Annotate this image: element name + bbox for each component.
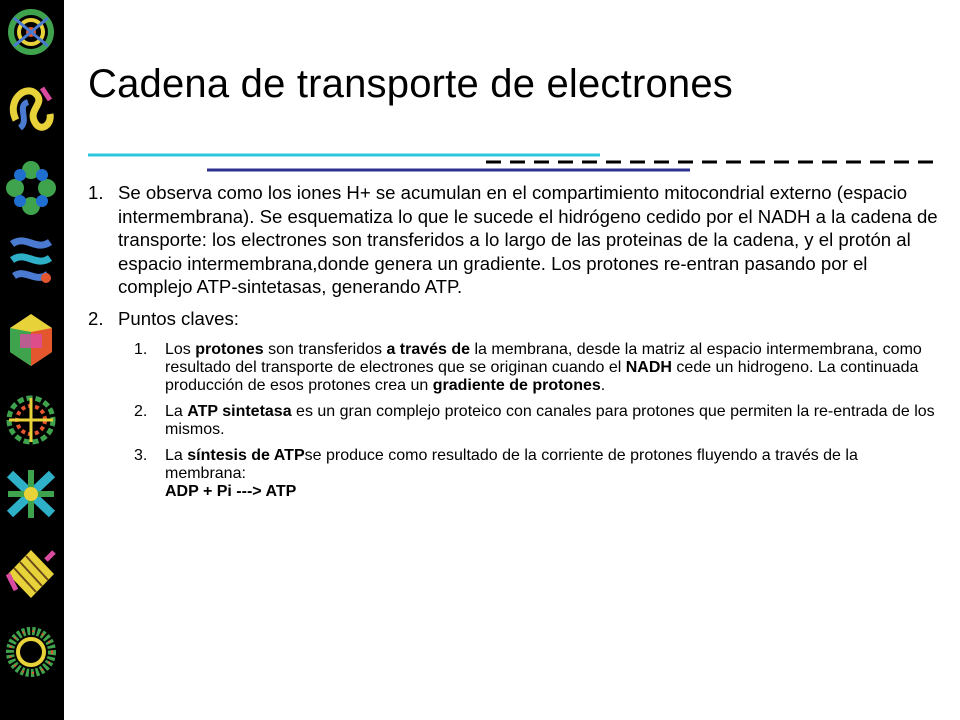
sublist-item-1 xyxy=(88,341,940,395)
bold-term: protones xyxy=(195,340,264,358)
list-item-2 xyxy=(88,307,940,331)
bold-term: NADH xyxy=(625,358,672,376)
list-number: 1. xyxy=(88,182,104,203)
sublist-item-3 xyxy=(88,447,940,501)
bold-term: a través de xyxy=(386,340,471,358)
sublist-item-2 xyxy=(88,403,940,439)
sublist-number: 1. xyxy=(134,340,148,358)
sublist-item-text: Los protones son transferidos a través de la membrana, desde la matriz al espacio intermembrana, como resultado del transporte de electrones que se originan cuando el NADH cede un hidrogeno. La continuada producción de esos protones crea un gradiente de protones. xyxy=(165,340,922,394)
bold-term: ATP sintetasa xyxy=(187,402,292,420)
slide-body xyxy=(88,181,940,501)
list-number: 2. xyxy=(88,307,104,329)
slide-title: Cadena de transporte de electrones xyxy=(88,62,734,106)
sublist-item-text: La síntesis de ATPse produce como resultado de la corriente de protones fluyendo a través de la membrana: ADP + Pi ---> ATP xyxy=(165,446,858,500)
sublist-number: 2. xyxy=(134,402,148,420)
bold-term: síntesis de ATP xyxy=(187,446,305,464)
reaction-equation: ADP + Pi ---> ATP xyxy=(165,482,297,500)
list-item-1 xyxy=(88,181,940,299)
sublist-item-text: La ATP sintetasa es un gran complejo proteico con canales para protones que permiten la re-entrada de los mismos. xyxy=(165,402,935,438)
list-item-text: Puntos claves: xyxy=(118,307,239,329)
list-item-text: Se observa como los iones H+ se acumulan en el compartimiento mitocondrial externo (espacio intermembrana). Se esquematiza lo que le sucede el hidrógeno cedido por el NADH a la cadena de transporte: los electrones son transferidos a lo largo de las proteinas de la cadena, y el protón al espacio intermembrana,donde genera un gradiente. Los protones re-entran pasando por el complejo ATP-sintetasas, generando ATP. xyxy=(118,182,938,298)
sublist-number: 3. xyxy=(134,446,148,464)
bold-term: gradiente de protones xyxy=(432,376,601,394)
